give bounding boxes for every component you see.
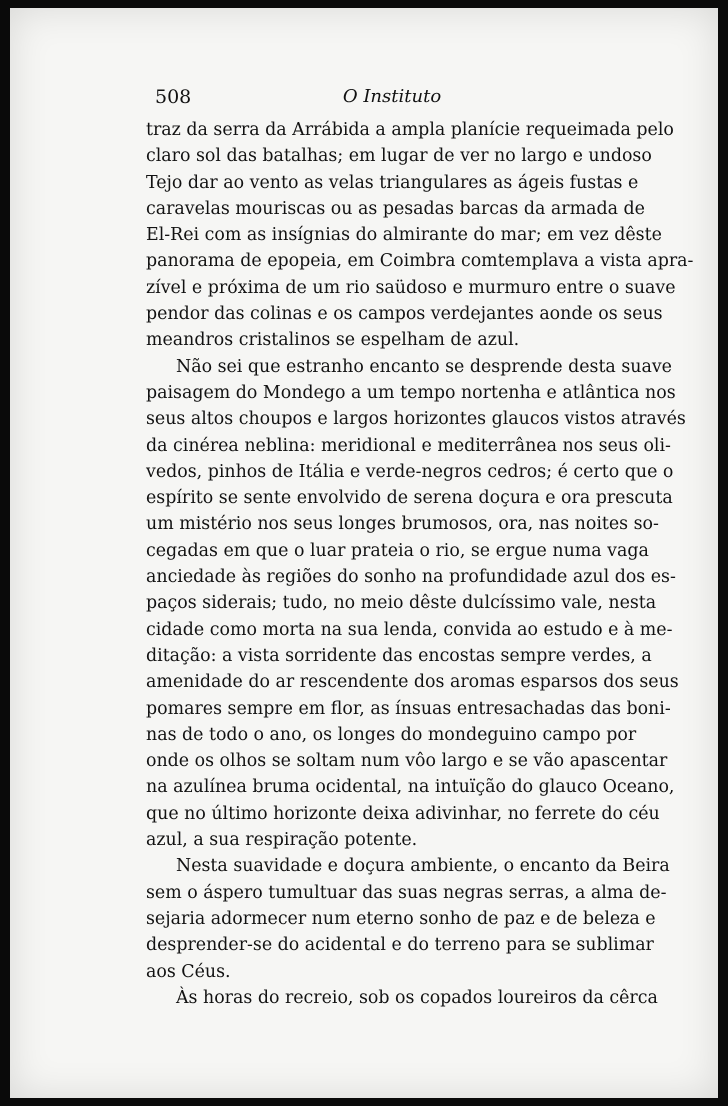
text-line: vedos, pinhos de Itália e verde-negros cedros; é certo que o [146, 461, 674, 482]
text-line: zível e próxima de um rio saüdoso e murmuro entre o suave [146, 277, 676, 298]
page-number: 508 [155, 86, 192, 108]
text-line: que no último horizonte deixa adivinhar, no ferrete do céu [146, 803, 660, 824]
text-line: caravelas mouriscas ou as pesadas barcas da armada de [146, 198, 645, 219]
body-text [146, 117, 694, 1011]
running-title: O Instituto [342, 86, 442, 107]
text-line: paisagem do Mondego a um tempo nortenha e atlântica nos [146, 382, 676, 403]
text-line: sejaria adormecer num eterno sonho de paz e de beleza e [146, 908, 656, 929]
text-line: seus altos choupos e largos horizontes glaucos vistos através [146, 409, 686, 430]
text-line: anciedade às regiões do sonho na profundidade azul dos es- [146, 567, 676, 588]
text-line: cidade como morta na sua lenda, convida ao estudo e à me- [146, 619, 673, 640]
text-line: Não sei que estranho encanto se desprende desta suave [176, 356, 672, 377]
text-line: ditação: a vista sorridente das encostas sempre verdes, a [146, 645, 652, 666]
text-line: traz da serra da Arrábida a ampla planície requeimada pelo [146, 120, 674, 140]
text-line: Nesta suavidade e doçura ambiente, o encanto da Beira [176, 856, 670, 877]
text-line: Tejo dar ao vento as velas triangulares as ágeis fustas e [146, 172, 639, 193]
text-line: da cinérea neblina: meridional e mediterrânea nos seus oli- [146, 435, 671, 456]
text-line: onde os olhos se soltam num vôo largo e se vão apascentar [146, 751, 668, 772]
text-line: meandros cristalinos se espelham de azul. [146, 330, 520, 351]
text-line: cegadas em que o luar prateia o rio, se ergue numa vaga [146, 540, 649, 561]
page-header [148, 80, 636, 114]
text-line: amenidade do ar rescendente dos aromas esparsos dos seus [146, 672, 679, 693]
text-line: sem o áspero tumultuar das suas negras serras, a alma de- [146, 882, 667, 903]
text-line: aos Céus. [146, 961, 231, 982]
text-line: espírito se sente envolvido de serena doçura e ora prescuta [146, 488, 673, 509]
text-line: azul, a sua respiração potente. [146, 830, 418, 851]
text-line: na azulínea bruma ocidental, na intuïção do glauco Oceano, [146, 777, 675, 798]
text-line: Às horas do recreio, sob os copados loureiros da cêrca [176, 987, 658, 1008]
text-line: paços siderais; tudo, no meio dêste dulcíssimo vale, nesta [146, 593, 657, 614]
text-line: desprender-se do acidental e do terreno para se sublimar [146, 935, 654, 956]
text-line: panorama de epopeia, em Coimbra comtemplava a vista apra- [146, 251, 694, 272]
text-line: pendor das colinas e os campos verdejantes aonde os seus [146, 304, 663, 325]
text-line: claro sol das batalhas; em lugar de ver no largo e undoso [146, 146, 652, 167]
text-line: nas de todo o ano, os longes do mondeguino campo por [146, 724, 637, 745]
text-line: pomares sempre em flor, as ínsuas entresachadas das boni- [146, 698, 671, 719]
text-line: um mistério nos seus longes brumosos, ora, nas noites so- [146, 514, 659, 535]
text-line: El-Rei com as insígnias do almirante do mar; em vez dêste [146, 225, 662, 246]
